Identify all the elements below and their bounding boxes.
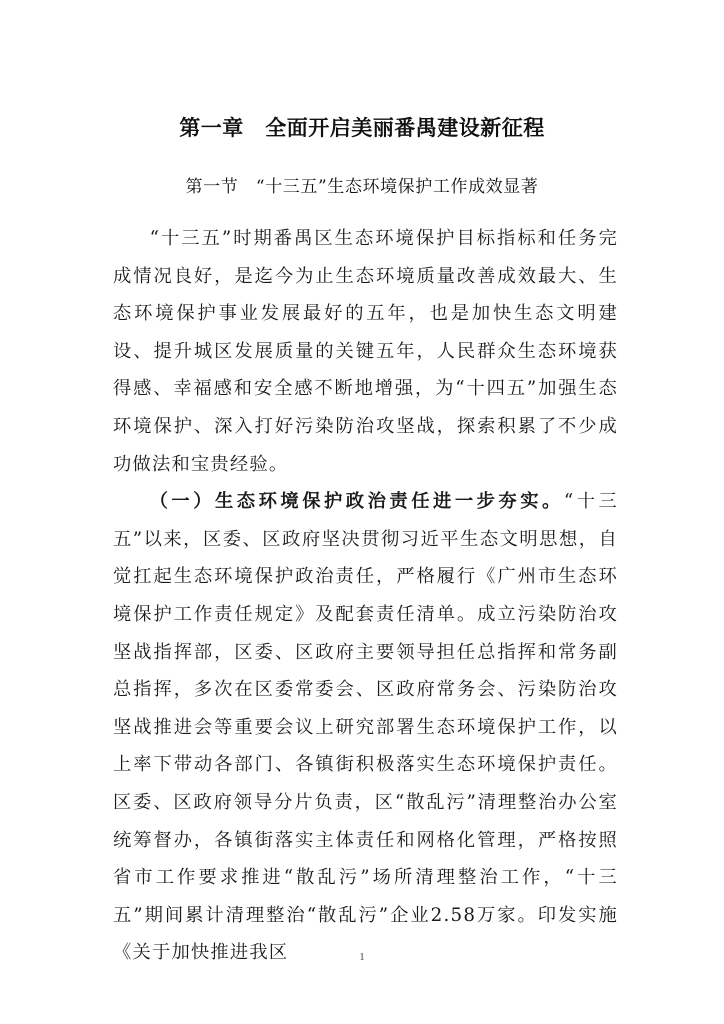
paragraph-text: “十三五”时期番禺区生态环境保护目标指标和任务完成情况良好，是迄今为止生态环境质量改善成效最大、生态环境保护事业发展最好的五年，也是加快生态文明建设、提升城区发展质量的关键五年，人民群众生态环境获得感、幸福感和安全感不断地增强，为“十四五”加强生态环境保护、深入打好污染防治攻坚战，探索积累了不少成功做法和宝贵经验。 [113, 228, 618, 475]
paragraph-lead: （一）生态环境保护政治责任进一步夯实。 [149, 491, 564, 513]
paragraph-political-responsibility [113, 483, 618, 972]
paragraph-text: “十三五”以来，区委、区政府坚决贯彻习近平生态文明思想，自觉扛起生态环境保护政治责任，严格履行《广州市生态环境保护工作责任规定》及配套责任清单。成立污染防治攻坚战指挥部，区委、区政府主要领导担任总指挥和常务副总指挥，多次在区委常委会、区政府常务会、污染防治攻坚战推进会等重要会议上研究部署生态环境保护工作，以上率下带动各部门、各镇街积极落实生态环境保护责任。区委、区政府领导分片负责，区“散乱污”清理整治办公室统筹督办，各镇街落实主体责任和网格化管理，严格按照省市工作要求推进“散乱污”场所清理整治工作，“十三五”期间累计清理整治“散乱污”企业2.58万家。印发实施《关于加快推进我区 [113, 491, 618, 964]
paragraph-intro [113, 220, 618, 483]
section-title: 第一节 “十三五”生态环境保护工作成效显著 [185, 177, 539, 197]
chapter-title: 第一章 全面开启美丽番禺建设新征程 [179, 116, 545, 140]
body-text [113, 220, 618, 972]
page-number: 1 [359, 952, 365, 963]
